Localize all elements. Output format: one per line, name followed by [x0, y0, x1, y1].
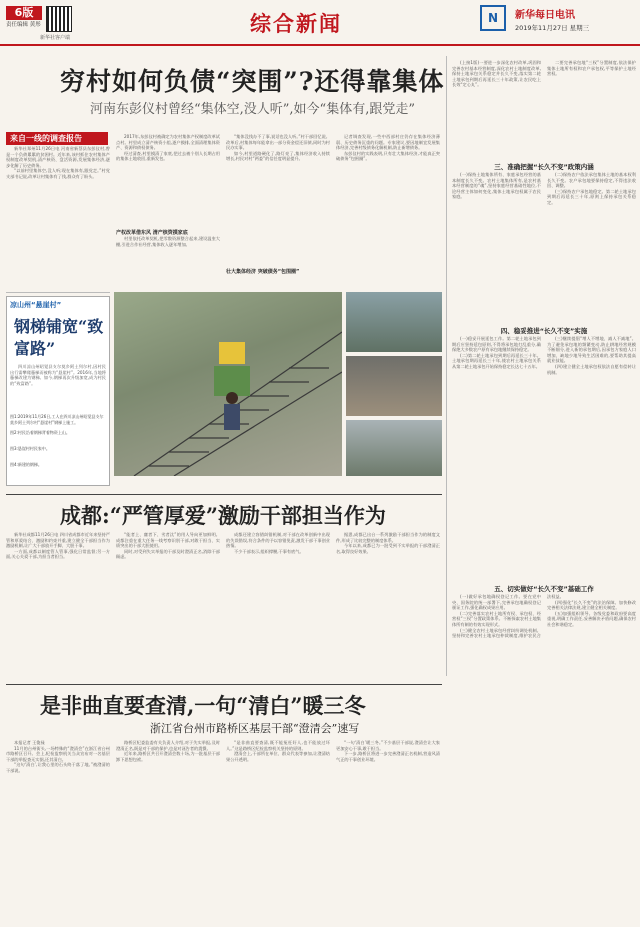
right-text-3: (一)稳妥开展延包工作。第二轮土地承包到期后应坚持延包原则,不得将承包地打乱重分,确保绝大多数农户原有承包地继续保持稳定。 (二)第二轮土地承包到期后再延长三十年。土地承包期再延长三十年,使农村土地承包关系从第二轮土地承包开始保持稳定长达七十五年。 (三)继续提倡“增人不增地、减人不减地”。为了避免承包地的频繁变动,防止耕地经营规模不断细分,进入新的承包期后,因承包方家庭人口增加、缺地少地导致生活困难的,要帮助其提高就业技能。 (四)建立健全土地承包权依法自愿有偿转让机制。 [452, 336, 636, 375]
middle-column-3: 成都还建立容错纠错机制,对干部在改革创新中出现的失误错误,符合条件的予以容错免责,激发干部干事创业热情。 不少干部表示,组织撑腰,干事有底气。 [226, 532, 330, 554]
cliff-ladder-photo [114, 292, 342, 476]
right-part-4: 四、稳妥推进“长久不变”实施 [500, 327, 588, 335]
lead-subhead-1: 产权改革借东风 清产核资摸家底 [116, 230, 188, 236]
lead-subtitle: 河南东彭仪村曾经“集体空,没人听”,如今“集体有,跟党走” [90, 102, 415, 117]
report-tag: 来自一线的调查报告 [6, 132, 108, 145]
photo-2 [346, 292, 442, 352]
right-text-1: (上接1版)一要进一步深化农村改革,巩固和完善农村基本经营制度,深化农村土地制度改革,保持土地承包关系稳定并长久不变,落实第二轮土地承包到期后再延长三十年政策,让农民吃上长效“定心丸”。 二要完善承包地“三权”分置制度,依法保护集体土地所有权和农户承包权,平等保护土地经营权。 [452, 60, 636, 88]
lead-column-2b: 村里依托改革契机,把零散资源整合起来,建设温室大棚,引进合作社经营,集体收入逐年增加。 [116, 236, 220, 247]
photo-4 [346, 420, 442, 476]
right-text-4: (一)做好承包地确权登记工作。要在党中央、国务院的统一部署下,完善承包地确权登记颁证工作,强化确权成果应用。 (二)完善落实农村土地所有权、承包权、经营权“三权”分置政策体系。不断探索农村土地集体所有制的有效实现形式。 (三)健全农村土地承包经营纠纷调处机制。坚持和完善农村土地承包仲裁制度,维护农民合法权益。 (四)强化“长久不变”的法治保障。加快修改完善相关法律法规,建立健全相关制度。 (五)加强组织领导。各级党委和政府要高度重视,明确工作责任,妥善解决矛盾问题,确保农村社会和谐稳定。 [452, 594, 636, 639]
bottom-column-4: “一句‘清白’暖三冬。”不少基层干部说,澄清会让大家更加安心干事,敢于担当。 下一步,路桥区将进一步完善澄清正名机制,营造风清气正的干事创业环境。 [336, 740, 440, 762]
feature-caption-2: 图2:村民沿着钢梯背着物资上山。 [10, 430, 70, 435]
feature-caption-3: 图3:悬崖村村民家中。 [10, 446, 50, 451]
divider [6, 292, 110, 293]
lead-column-1: 新华社郑州11月26日电 河南省新蔡县东彭仪村,曾是一个负债累累的贫困村。近年来,该村抓住农村集体产权制度改革契机,清产核资、盘活资源,发展集体经济,逐步化解了历史债务。 “以前村里集体空,没人听;现在集体有,跟党走。”村党支部书记说,改革让村集体有了钱,群众有了盼头。 [6, 146, 110, 179]
middle-column-2: “能者上、庸者下、劣者汰”的用人导向更加鲜明。成都注重在重大任务一线考察识别干部,对敢于担当、实绩突出的干部大胆使用。 同时,对受到失实举报的干部及时澄清正名,消除干部顾虑。 [116, 532, 220, 560]
lead-headline: 穷村如何负债“突围”?还得靠集体 [60, 67, 445, 96]
qr-code-icon [46, 6, 72, 32]
bottom-column-1: 本报记者 王俊禄 11月的台州街头,一场特殊的“澄清会”在浙江省台州市路桥区召开。会上,纪检监察机关当众宣布对一名基层干部的举报查无实据,还其清白。 “这句‘清白’,让我心里的石头终于落了地。”被澄清的干部说。 [6, 740, 110, 773]
middle-column-4: 据悉,成都已出台一系列激励干部担当作为的制度文件,形成了比较完整的制度体系。 今年以来,成都已为一批受到不实举报的干部澄清正名,取得良好效果。 [336, 532, 440, 554]
feature-caption-4: 图4:新建的钢梯。 [10, 462, 42, 467]
feature-title: 钢梯铺宽“致富路” [14, 317, 104, 358]
lead-column-2: 2017年,东彭仪村被确定为农村集体产权制度改革试点村。村里成立清产核资小组,逐户摸排,全面清理集体资产、资源和债权债务。 经过清查,村里摸清了家底,把过去被个别人长期占用的集体土地收回,重新发包。 [116, 134, 220, 162]
newspaper-logo-icon: N [480, 5, 506, 31]
qr-label: 新华社客户端 [40, 35, 71, 41]
feature-text: 四川凉山州昭觉县支尔莫乡阿土列尔村,因村民出行需攀爬藤梯而被称为“悬崖村”。2016年,当地将藤梯改建为钢梯。如今,钢梯再次升级加宽,成为村民的“致富路”。 [10, 364, 106, 386]
issue-date: 2019年11月27日 星期三 [515, 24, 590, 32]
bottom-headline: 是非曲直要查清,一句“清白”暖三冬 [40, 693, 366, 718]
middle-column-1: 新华社成都11月26日电 四川省成都市近年来坚持严管和厚爱结合、激励和约束并重,建立健全干部担当作为激励机制,让广大干部放开手脚、大胆干事。 一方面,成都以制度管人管事,强化日常监督;另一方面,关心关爱干部,为担当者担当。 [6, 532, 110, 560]
lead-column-3: “集体没钱办不了事,说话也没人听。”村干部回忆说。改革后,村集体每年能拿出一部分资金偿还旧债,同时为村民办实事。 如今,村里道路硬化了,路灯亮了,集体经济收入持续增长,村民对村“两委”的信任度明显提升。 [226, 134, 330, 162]
column-divider [446, 56, 447, 676]
bottom-subtitle: 浙江省台州市路桥区基层干部“澄清会”速写 [150, 722, 360, 735]
editor-credit: 责任编辑 黄彤 [6, 22, 41, 28]
page-header [0, 0, 640, 46]
section-title: 综合新闻 [250, 11, 342, 36]
right-text-2: (一)保持土地集体所有、家庭承包经营的基本制度长久不变。农村土地集体所有,是农村基本经营制度的“魂”,坚持家庭经营基础性地位,不论经营主体如何变化,集体土地承包权属于农民家庭。 (二)保持农户依法承包集体土地的基本权利长久不变。农户承包地要保持稳定,不得违法收回、调整。 (三)保持农户承包地稳定。第二轮土地承包到期后再延长三十年,原则上保持承包关系稳定。 [452, 172, 636, 205]
bottom-column-2: 路桥区纪委监委有关负责人介绍,对于失实举报,及时澄清正名,既是对干部的保护,也是对诬告者的震慑。 近年来,路桥区共召开澄清会数十场,为一批基层干部卸下思想包袱。 [116, 740, 220, 762]
ladder-illustration [114, 292, 342, 476]
lead-column-4: 记者调查发现,一些中西部村庄仍存在集体经济薄弱、历史债务沉重的问题。专家建议,要因地制宜发展集体经济,完善村级债务化解机制,防止新增债务。 东彭仪村的实践表明,只有壮大集体经济,才能真正突破债务“包围圈”。 [336, 134, 440, 162]
lead-subhead-2: 壮大集体经济 突破债务“包围圈” [226, 269, 300, 275]
divider [6, 684, 442, 685]
newspaper-name: 新华每日电讯 [515, 10, 575, 21]
photo-3 [346, 356, 442, 416]
bottom-column-3: “是非曲直要查清,既不能冤枉好人,也不能放过坏人。”这是路桥区纪检监察机关坚持的原则。 澄清会上,干部所在单位、群众代表等参加,让澄清结果公开透明。 [226, 740, 330, 762]
divider [6, 494, 442, 495]
feature-tag: 凉山州“悬崖村” [10, 301, 62, 309]
feature-caption-1: 图1:2019年11月26日,工人在四川凉山州昭觉县支尔莫乡阿土列尔村“悬崖村”钢梯上施工。 [10, 414, 104, 425]
page-info [6, 6, 42, 42]
right-part-5: 五、切实做好“长久不变”基础工作 [494, 585, 594, 593]
page-number: 6版 [6, 6, 42, 20]
middle-headline: 成都:“严管厚爱”激励干部担当作为 [60, 503, 386, 528]
right-part-3: 三、准确把握“长久不变”政策内涵 [494, 163, 594, 171]
